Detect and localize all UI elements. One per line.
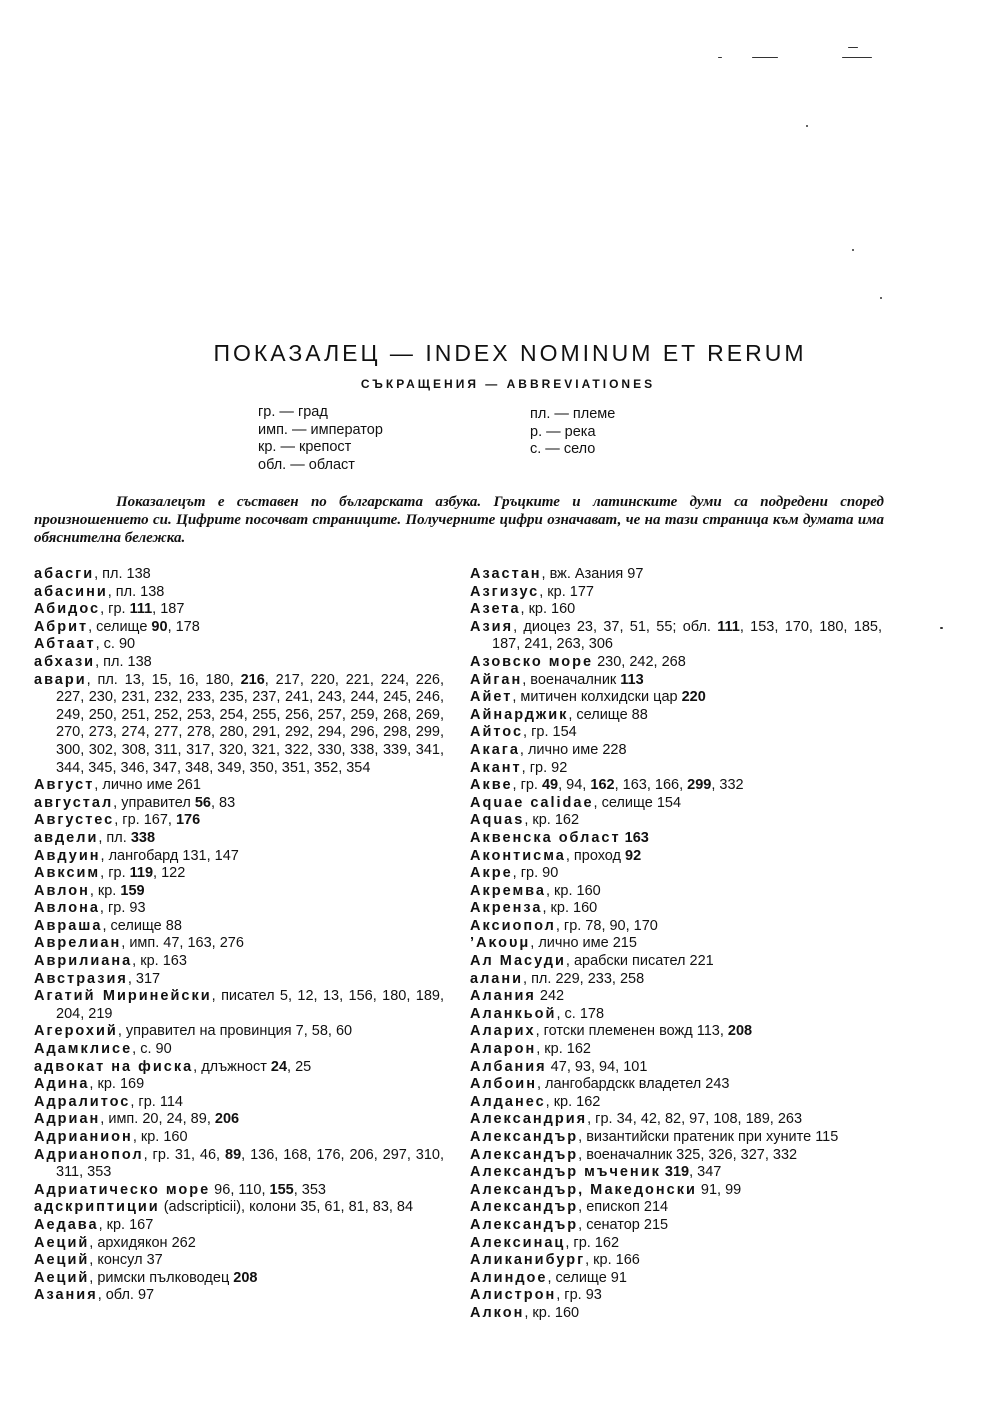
entry-page-bold: 159 <box>120 882 145 899</box>
entry-text: , селище 91 <box>547 1269 627 1286</box>
entry-text: , архидякон 262 <box>89 1234 196 1251</box>
entry-page-bold: 319 <box>664 1164 690 1181</box>
entry-headword: ’Ακουμ <box>470 935 531 952</box>
entry-text: , римски пълководец <box>89 1269 234 1286</box>
entry-text: , гр. 114 <box>130 1093 183 1110</box>
entry-text: 96, 110, <box>210 1181 270 1198</box>
index-entry <box>34 1147 444 1182</box>
entry-headword: Аеций <box>34 1234 90 1251</box>
index-entry <box>34 918 444 936</box>
entry-headword: Азовско море <box>470 653 594 670</box>
entry-text: , гр. 34, 42, 82, 97, 108, 189, 263 <box>587 1111 803 1128</box>
entry-text: , 353 <box>293 1181 326 1198</box>
entry-page-bold: 90 <box>151 618 168 635</box>
entry-text: , арабски писател 221 <box>565 953 714 970</box>
entry-headword: Ал Масуди <box>470 953 566 970</box>
index-entry <box>470 1006 882 1024</box>
abbreviation: обл. — област <box>258 456 355 473</box>
entry-text: 242 <box>535 988 565 1005</box>
entry-page-bold: 338 <box>130 829 156 846</box>
entry-text: , лангобардскк владетел 243 <box>536 1076 730 1093</box>
entry-text: , кр. 160 <box>520 601 576 618</box>
index-entry <box>470 1235 882 1253</box>
entry-text: , кр. 167 <box>98 1216 154 1233</box>
entry-headword: Aquae calidae <box>470 794 594 811</box>
index-entry <box>470 1287 882 1305</box>
index-entry <box>470 584 882 602</box>
index-entry <box>34 830 444 848</box>
index-entry <box>470 812 882 830</box>
entry-text: , кр. 166 <box>585 1252 640 1269</box>
index-entry <box>470 707 882 725</box>
entry-text: , 317 <box>127 970 161 987</box>
scan-speck <box>852 249 854 251</box>
entry-headword: Александър <box>470 1199 579 1216</box>
index-entry <box>34 1287 444 1305</box>
entry-text: , лично име 228 <box>519 741 627 758</box>
index-entry <box>470 1111 882 1129</box>
index-entry <box>34 883 444 901</box>
entry-text: , управител на провинция 7, 58, 60 <box>117 1023 353 1040</box>
index-entry <box>34 1252 444 1270</box>
entry-text: , лично име 215 <box>530 935 637 952</box>
entry-text: , военачалник <box>522 671 621 688</box>
scan-speck <box>940 627 943 629</box>
entry-headword: Авксим <box>34 865 101 882</box>
entry-headword: Авдуин <box>34 847 101 864</box>
index-entry <box>470 1094 882 1112</box>
entry-text: , кр. 163 <box>132 953 187 970</box>
index-note: Показалецът е съставен по българската азбука. Гръцките и латинските думи са подредени според произношението си. Цифрите посочват страниците. Получерните цифри означават, че на тази страница към думата има обяснителна бележка. <box>34 494 884 546</box>
entry-headword: Акренза <box>470 900 543 917</box>
entry-headword: Айтос <box>470 724 524 741</box>
index-entry <box>34 601 444 619</box>
entry-headword: Алистрон <box>470 1287 557 1304</box>
index-entry <box>470 1164 882 1182</box>
index-entry <box>34 1023 444 1041</box>
entry-text: 230, 242, 268 <box>593 653 686 670</box>
entry-headword: абасги <box>34 566 95 582</box>
index-entry <box>470 1129 882 1147</box>
entry-text: , 217, 220, 221, 224, 226, 227, 230, 231, 232, 233, 235, 237, 241, 243, 244, 245, 246, 249, 250, 251, 252, 253, 254, 255, 256, 257, 259, 268, 269, 270, 273, 274, 277, 278, 280, 291, 292, 294, 296, 298, 299, 300, 302, 308, 311, 317, 320, 321, 322, 330, 338, 339, 341, 344, 345, 346, 347, 348, 349, 350, 351, 352, 354 <box>56 671 445 776</box>
scan-speck <box>718 57 722 58</box>
index-entry <box>34 812 444 830</box>
entry-headword: Абрит <box>34 618 89 635</box>
entry-text: , гр. 78, 90, 170 <box>555 917 658 934</box>
entry-page-bold: 89 <box>225 1146 242 1163</box>
entry-text: , селище 88 <box>568 706 648 723</box>
entry-headword: Азгизус <box>470 583 540 600</box>
entry-page-bold: 206 <box>214 1111 240 1128</box>
entry-text: , пл. 229, 233, 258 <box>523 970 645 987</box>
entry-text: , 153, 170, 180, 185, 187, 241, 263, 306 <box>492 618 882 653</box>
entry-headword: Адриан <box>34 1111 101 1128</box>
entry-headword: Азия <box>470 618 514 635</box>
entry-text: , пл. 13, 15, 16, 180, <box>86 671 241 688</box>
entry-page-bold: 56 <box>194 794 211 811</box>
index-entry <box>470 988 882 1006</box>
entry-headword: Аксиопол <box>470 917 556 934</box>
entry-headword: абасини <box>34 583 108 600</box>
entry-text: , кр. <box>89 882 121 899</box>
entry-page-bold: 111 <box>717 618 740 635</box>
index-entry <box>470 865 882 883</box>
index-entry <box>34 566 444 584</box>
entry-text: , гр. <box>100 865 130 882</box>
index-entry <box>34 1111 444 1129</box>
index-entry <box>470 601 882 619</box>
entry-text: (adscripticii), колони 35, 61, 81, 83, 84 <box>159 1199 414 1216</box>
index-entry <box>34 795 444 813</box>
entry-headword: Аврелиан <box>34 935 122 952</box>
entry-headword: Александър <box>470 1216 579 1233</box>
entry-headword: Алания <box>470 988 536 1005</box>
index-entry <box>34 1199 444 1217</box>
index-entry <box>34 988 444 1023</box>
entry-text: , сенатор 215 <box>578 1216 669 1233</box>
entry-headword: авдели <box>34 829 99 846</box>
entry-headword: Адамклисе <box>34 1041 133 1058</box>
index-entry <box>34 619 444 637</box>
entry-headword: Александър, Македонски <box>470 1181 697 1198</box>
entry-headword: Азета <box>470 601 521 618</box>
entry-headword: Алкон <box>470 1304 525 1321</box>
index-entry <box>470 1182 882 1200</box>
abbreviations-left <box>258 404 383 474</box>
index-entry <box>34 1094 444 1112</box>
entry-page-bold: 208 <box>727 1023 753 1040</box>
entry-headword: Аквенска област <box>470 829 621 846</box>
entry-text: , гр. 93 <box>99 900 146 917</box>
entry-text: , с. 90 <box>95 636 136 653</box>
entry-text: , гр. 154 <box>523 724 577 741</box>
index-entry <box>470 971 882 989</box>
entry-text: , проход <box>565 847 626 864</box>
entry-text: , лангобард 131, 147 <box>100 847 239 864</box>
index-entry <box>34 654 444 672</box>
entry-headword: Айет <box>470 689 513 706</box>
index-entry <box>470 1076 882 1094</box>
entry-text: , писател 5, 12, 13, 156, 180, 189, 204, 219 <box>56 988 444 1022</box>
entry-headword: Азастан <box>470 566 542 582</box>
entry-headword: Алиндое <box>470 1269 548 1286</box>
entry-headword: августал <box>34 794 114 811</box>
index-entry <box>470 848 882 866</box>
index-entry <box>470 1147 882 1165</box>
index-entry <box>34 1076 444 1094</box>
entry-headword: Акант <box>470 759 522 776</box>
entry-headword: адвокат на фиска <box>34 1058 194 1075</box>
index-entry <box>34 1235 444 1253</box>
entry-headword: Аликанибург <box>470 1252 586 1269</box>
entry-text: , епископ 214 <box>578 1199 669 1216</box>
entry-text: , митичен колхидски цар <box>512 689 682 706</box>
entry-headword: Aquas <box>470 812 525 829</box>
entry-headword: Агатий Миринейски <box>34 988 212 1005</box>
index-entry <box>34 1270 444 1288</box>
entry-page-bold: 162 <box>590 777 615 794</box>
entry-text: , кр. 160 <box>545 882 601 899</box>
entry-text: , гр. <box>100 601 130 618</box>
index-column-right <box>470 566 882 1323</box>
entry-headword: Адриатическо море <box>34 1181 211 1198</box>
index-entry <box>470 1217 882 1235</box>
entry-text: , гр. 31, 46, <box>143 1146 225 1163</box>
entry-page-bold: 208 <box>233 1269 258 1286</box>
entry-headword: Александрия <box>470 1111 588 1128</box>
entry-text: , гр. 92 <box>521 759 568 776</box>
entry-page-bold: 49 <box>541 777 559 794</box>
index-entry <box>34 900 444 918</box>
index-entry <box>470 742 882 760</box>
entry-headword: Акре <box>470 865 513 882</box>
scan-speck <box>752 57 778 58</box>
entry-headword: Акве <box>470 777 513 794</box>
entry-headword: Абтаат <box>34 636 96 653</box>
entry-headword: Акремва <box>470 882 546 899</box>
entry-text: , пл. 138 <box>95 653 152 670</box>
abbreviation: кр. — крепост <box>258 439 352 455</box>
scan-speck <box>880 297 882 299</box>
entry-headword: Айнарджик <box>470 706 569 723</box>
index-entry <box>470 1270 882 1288</box>
entry-headword: Александър мъченик <box>470 1164 661 1181</box>
index-entry <box>470 953 882 971</box>
entry-text: , гр. 93 <box>556 1287 602 1304</box>
entry-text: , кр. 162 <box>545 1093 601 1110</box>
entry-headword: Адралитос <box>34 1093 131 1110</box>
scan-speck <box>806 125 808 127</box>
entry-text: , 94, <box>558 777 591 794</box>
entry-page-bold: 176 <box>175 812 201 829</box>
entry-text: , селище 88 <box>102 917 182 934</box>
entry-text: , лично име 261 <box>94 777 201 794</box>
entry-headword: Азания <box>34 1287 98 1304</box>
entry-text: , управител <box>113 794 195 811</box>
entry-text: , 122 <box>153 865 186 882</box>
entry-headword: Адина <box>34 1076 90 1093</box>
entry-text: , кр. 160 <box>524 1304 580 1321</box>
entry-text: , с. 90 <box>132 1041 172 1058</box>
index-entry <box>34 1129 444 1147</box>
entry-headword: Адрианион <box>34 1129 133 1145</box>
entry-headword: Алданес <box>470 1093 546 1110</box>
index-entry <box>34 848 444 866</box>
entry-headword: Август <box>34 777 95 794</box>
index-entry <box>34 971 444 989</box>
entry-text: , имп. 20, 24, 89, <box>100 1111 215 1128</box>
index-entry <box>470 1059 882 1077</box>
entry-headword: Аеций <box>34 1269 90 1286</box>
entry-page-bold: 220 <box>681 689 706 706</box>
entry-page-bold: 119 <box>129 865 154 882</box>
entry-text: , гр. 90 <box>512 865 559 882</box>
scan-speck <box>848 47 858 48</box>
index-entry <box>34 935 444 953</box>
entry-text: , 25 <box>287 1058 312 1075</box>
entry-headword: Аларих <box>470 1023 536 1040</box>
index-entry <box>470 1305 882 1323</box>
entry-headword: Аларон <box>470 1041 537 1058</box>
entry-headword: Албания <box>470 1058 547 1075</box>
abbreviation: гр. — град <box>258 404 328 420</box>
entry-text: , кр. 169 <box>89 1076 145 1093</box>
index-entry <box>470 900 882 918</box>
entry-headword: Алексинац <box>470 1234 566 1251</box>
entry-text: , кр. 160 <box>542 900 598 917</box>
index-entry <box>34 865 444 883</box>
index-entry <box>470 1041 882 1059</box>
entry-page-bold: 24 <box>270 1058 288 1075</box>
index-entry <box>470 566 882 584</box>
entry-text: , селище <box>88 618 152 635</box>
index-column-left <box>34 566 444 1305</box>
entry-text: , диоцез 23, 37, 51, 55; обл. <box>513 618 718 635</box>
entry-page-bold: 92 <box>625 847 642 864</box>
entry-headword: абхази <box>34 653 96 670</box>
entry-text: , готски племенен вожд 113, <box>535 1023 728 1040</box>
entry-headword: Аврилиана <box>34 953 133 970</box>
entry-text: , пл. 138 <box>107 583 165 600</box>
index-entry <box>470 654 882 672</box>
entry-headword: Авраша <box>34 917 103 934</box>
index-entry <box>470 724 882 742</box>
entry-text: , гр. 162 <box>565 1234 620 1251</box>
index-entry <box>34 1217 444 1235</box>
entry-text: , 163, 166, <box>614 777 688 794</box>
entry-page-bold: 155 <box>269 1181 294 1198</box>
entry-text: , гр. <box>512 777 542 794</box>
entry-headword: Аеций <box>34 1252 90 1269</box>
entry-headword: Августес <box>34 812 115 829</box>
entry-headword: Авлон <box>34 882 90 899</box>
entry-text: , обл. 97 <box>97 1287 155 1304</box>
entry-headword: Австразия <box>34 970 128 987</box>
entry-text: 91, 99 <box>696 1181 742 1198</box>
entry-page-bold: 111 <box>129 601 153 618</box>
entry-headword: Аедава <box>34 1216 99 1233</box>
entry-headword: Аланкьой <box>470 1005 557 1022</box>
index-entry <box>34 672 444 778</box>
index-entry <box>34 777 444 795</box>
abbreviation: пл. — племе <box>530 406 616 422</box>
entry-text: , кр. 160 <box>132 1129 188 1145</box>
entry-headword: Авлона <box>34 900 100 917</box>
index-entry <box>470 830 882 848</box>
index-entry <box>34 1182 444 1200</box>
index-entry <box>470 619 882 654</box>
entry-headword: Адрианопол <box>34 1146 144 1163</box>
index-entry <box>470 1199 882 1217</box>
entry-headword: алани <box>470 970 524 987</box>
entry-headword: адскриптиции <box>34 1199 160 1216</box>
entry-text: , византийски пратеник при хуните 115 <box>578 1129 839 1145</box>
index-entry <box>34 953 444 971</box>
entry-text: , пл. <box>98 829 131 846</box>
index-entry <box>34 636 444 654</box>
index-entry <box>470 935 882 953</box>
entry-text: , с. 178 <box>556 1005 605 1022</box>
index-entry <box>470 777 882 795</box>
index-entry <box>470 883 882 901</box>
entry-text: , 178 <box>167 618 200 635</box>
scan-speck <box>842 57 872 58</box>
index-entry <box>470 1252 882 1270</box>
index-entry <box>34 1059 444 1077</box>
abbreviation: имп. — император <box>258 421 383 438</box>
entry-text: , вж. Азания 97 <box>541 566 644 582</box>
index-entry <box>470 1023 882 1041</box>
entry-page-bold: 299 <box>687 777 712 794</box>
entry-headword: Абидос <box>34 601 101 618</box>
entry-text: , кр. 177 <box>539 583 594 600</box>
entry-headword: Айган <box>470 671 523 688</box>
entry-headword: Александър <box>470 1129 579 1145</box>
page-title: ПОКАЗАЛЕЦ — INDEX NOMINUM ET RERUM <box>213 340 807 366</box>
entry-text: , селище 154 <box>593 794 682 811</box>
index-entry <box>34 1041 444 1059</box>
index-entry <box>34 584 444 602</box>
index-entry <box>470 918 882 936</box>
index-entry <box>470 689 882 707</box>
index-entry <box>470 672 882 690</box>
entry-page-bold: 163 <box>624 829 649 846</box>
entry-text: 47, 93, 94, 101 <box>546 1058 648 1075</box>
entry-headword: Александър <box>470 1146 579 1163</box>
index-entry <box>470 795 882 813</box>
entry-page-bold: 216 <box>240 671 265 688</box>
entry-text: , кр. 162 <box>524 812 580 829</box>
entry-text: , 347 <box>689 1164 722 1181</box>
index-entry <box>470 760 882 778</box>
abbreviations-heading: СЪКРАЩЕНИЯ — ABBREVIATIONES <box>360 377 656 391</box>
entry-text: , имп. 47, 163, 276 <box>121 935 244 952</box>
entry-headword: Албоин <box>470 1076 537 1093</box>
entry-text: , гр. 167, <box>114 812 176 829</box>
entry-headword: авари <box>34 671 87 688</box>
entry-headword: Агерохий <box>34 1023 118 1040</box>
entry-headword: Акага <box>470 741 520 758</box>
entry-text: , 83 <box>210 794 236 811</box>
entry-text: , 136, 168, 176, 206, 297, 310, 311, 353 <box>56 1146 445 1181</box>
entry-text: , консул 37 <box>89 1252 163 1269</box>
abbreviation: р. — река <box>530 423 596 440</box>
abbreviation: с. — село <box>530 441 596 457</box>
entry-text: , пл. 138 <box>94 566 151 582</box>
entry-text: , длъжност <box>193 1058 271 1075</box>
entry-page-bold: 113 <box>620 671 644 688</box>
entry-headword: Аконтисма <box>470 847 566 864</box>
entry-text: , кр. 162 <box>536 1041 591 1058</box>
abbreviations-right <box>530 406 615 459</box>
entry-text: , 187 <box>152 601 185 618</box>
entry-text: , 332 <box>711 777 744 794</box>
entry-text: , военачалник 325, 326, 327, 332 <box>578 1146 798 1163</box>
